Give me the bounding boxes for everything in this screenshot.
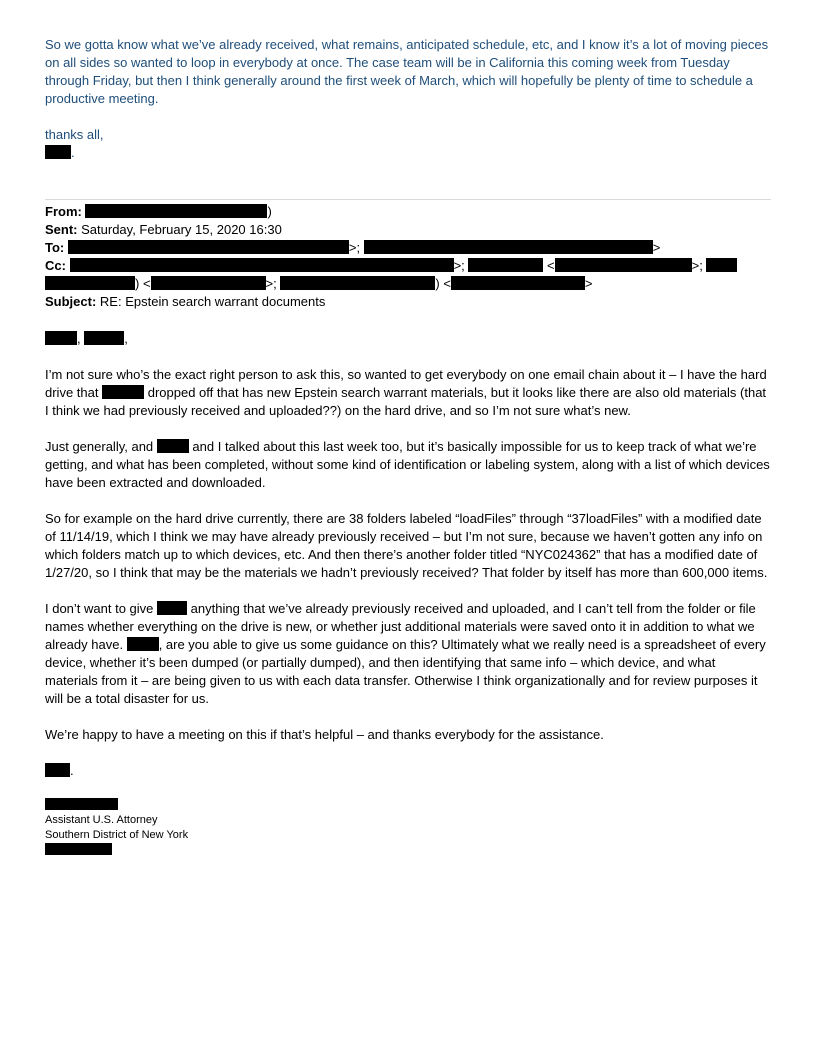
signature — [45, 798, 771, 858]
redaction-block — [45, 843, 112, 855]
top-message-signoff: . — [45, 144, 771, 162]
sent-row — [45, 221, 771, 239]
redaction-block — [157, 439, 189, 453]
top-message — [45, 36, 771, 162]
redaction-block — [68, 240, 349, 254]
body-paragraph-1 — [45, 366, 771, 420]
body-text: and I talked about this last week too, but it’s basically impossible for us to keep track of what we’re getting, and what has been completed, without some kind of identification or labeling system, along with a list of which devices have been extracted and downloaded. — [45, 439, 770, 490]
redaction-block — [45, 276, 135, 290]
body-text: I don’t want to give — [45, 601, 154, 616]
body-paragraph-3: So for example on the hard drive currently, there are 38 folders labeled “loadFiles” through “37loadFiles” with a modified date of 11/14/19, which I think we may have already previously received – but I’m not sure, because we haven’t gotten any info on which folders match up to which devices, etc. And then there’s another folder titled “NYC024362” that has a modified date of 1/27/20, so I think that may be the materials we hadn’t previously received? That folder by itself has more than 600,000 items. — [45, 511, 768, 580]
top-message-closing: thanks all, — [45, 127, 104, 142]
signature-office: Southern District of New York — [45, 829, 189, 841]
subject-value: RE: Epstein search warrant documents — [99, 294, 326, 309]
body-text: Just generally, and — [45, 439, 154, 454]
signature-title: Assistant U.S. Attorney — [45, 814, 158, 826]
body-text: , are you able to give us some guidance on this? Ultimately what we really need is a spreadsheet of every device, whether it’s been dumped (or partially dumped), and then identifying that same info – which device, and what materials from it – are being given to us with each data transfer. Otherwise I think organizationally and for review purposes it will be a total disaster for us. — [45, 637, 766, 706]
subject-label: Subject: — [45, 294, 97, 309]
subject-row — [45, 293, 771, 311]
redaction-block — [706, 258, 737, 272]
email-body — [45, 330, 771, 858]
redaction-block — [127, 637, 159, 651]
sent-label: Sent: — [45, 222, 78, 237]
to-label: To: — [45, 240, 65, 255]
redaction-block — [555, 258, 692, 272]
cc-row-continued: ) < >; ) < > — [45, 275, 771, 293]
body-paragraph-2 — [45, 438, 771, 492]
body-paragraph-5: We’re happy to have a meeting on this if that’s helpful – and thanks everybody for the assistance. — [45, 727, 604, 742]
body-text: anything that we’ve already previously received and uploaded, and I can’t tell from the folder or file names whether everything on the drive is new, or whether just additional materials were saved onto it in addition to what we already have. — [45, 601, 756, 652]
redaction-block — [468, 258, 543, 272]
redaction-block — [157, 601, 187, 615]
redaction-block — [45, 331, 77, 345]
redaction-block — [102, 385, 144, 399]
redaction-block — [70, 258, 454, 272]
email-header — [45, 203, 771, 311]
redaction-block — [84, 331, 124, 345]
signoff: . — [45, 762, 771, 780]
top-message-paragraph: So we gotta know what we’ve already received, what remains, anticipated schedule, etc, and I know it’s a lot of moving pieces on all sides so wanted to loop in everybody at once. The case team will be in California this coming week from Tuesday through Friday, but then I think generally around the first week of March, which will hopefully be plenty of time to schedule a productive meeting. — [45, 37, 769, 106]
divider — [45, 199, 771, 200]
redaction-block — [451, 276, 585, 290]
body-text: I’m not sure who’s the exact right person to ask this, so wanted to get everybody on one email chain about it – I have the hard drive that — [45, 367, 767, 400]
from-row: From: ) — [45, 204, 272, 219]
redaction-block — [280, 276, 435, 290]
redaction-block — [364, 240, 653, 254]
redaction-block — [151, 276, 266, 290]
redaction-block — [45, 798, 118, 810]
from-label: From: — [45, 204, 82, 219]
redaction-block — [45, 763, 70, 777]
body-text: dropped off that has new Epstein search warrant materials, but it looks like there are also old materials (that I think we had previously received and uploaded??) on the hard drive, and so I’m not sure what’s new. — [45, 385, 767, 418]
cc-label: Cc: — [45, 258, 66, 273]
greeting: , , — [45, 330, 771, 348]
to-row: To: >; > — [45, 240, 661, 255]
redaction-block — [45, 145, 71, 159]
cc-row: Cc: >; < >; — [45, 257, 771, 275]
body-paragraph-4 — [45, 600, 771, 708]
sent-value: Saturday, February 15, 2020 16:30 — [81, 222, 282, 237]
redaction-block — [85, 204, 267, 218]
